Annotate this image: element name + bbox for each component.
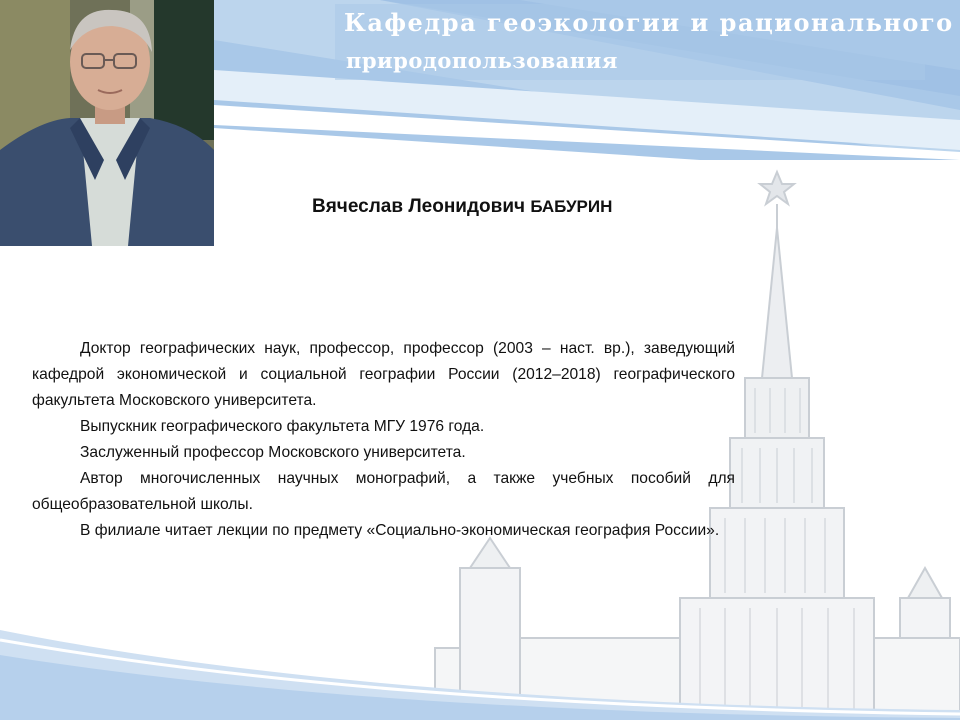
bio-paragraph: Заслуженный профессор Московского университета. <box>80 444 466 461</box>
department-title-line2: природопользования <box>346 48 618 73</box>
bio-paragraph: В филиале читает лекции по предмету «Социально-экономическая география России». <box>80 522 720 539</box>
bottom-wave-decoration <box>0 600 960 720</box>
portrait-photo <box>0 0 214 246</box>
bio-paragraph: Выпускник географического факультета МГУ 1976 года. <box>80 418 485 435</box>
person-given-names: Вячеслав Леонидович <box>312 196 526 217</box>
department-title-line1: Кафедра геоэкологии и рационального <box>344 8 954 37</box>
biography <box>32 336 735 544</box>
bio-paragraph: Автор многочисленных научных монографий, а также учебных пособий для общеобразовательной школы. <box>32 470 735 513</box>
bio-paragraph: Доктор географических наук, профессор, профессор (2003 – наст. вр.), заведующий кафедрой экономической и социальной географии России (2012–2018) географического факультета Московского университета. <box>32 340 735 409</box>
person-surname: БАБУРИН <box>530 197 613 216</box>
